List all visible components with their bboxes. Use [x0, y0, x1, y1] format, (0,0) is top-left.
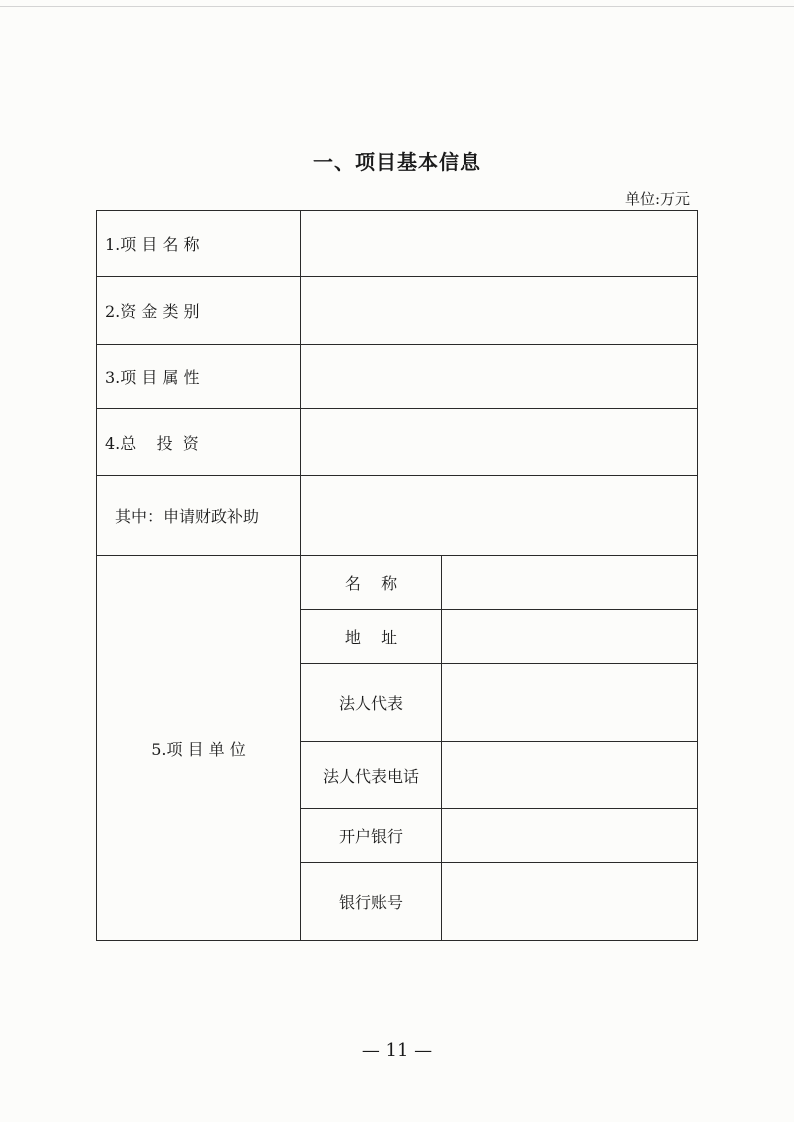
bank-account-field[interactable]	[442, 863, 698, 941]
project-unit-label: 5.项 目 单 位	[97, 556, 301, 941]
unit-address-label: 地 址	[301, 610, 442, 664]
bank-label: 开户银行	[301, 809, 442, 863]
project-attribute-field[interactable]	[301, 345, 698, 409]
row-project-attribute	[97, 345, 698, 409]
fund-category-label: 2.资 金 类 别	[97, 277, 301, 345]
legal-rep-label: 法人代表	[301, 664, 442, 742]
bank-field[interactable]	[442, 809, 698, 863]
unit-address-field[interactable]	[442, 610, 698, 664]
row-unit-name	[97, 556, 698, 610]
project-name-label: 1.项 目 名 称	[97, 211, 301, 277]
legal-rep-field[interactable]	[442, 664, 698, 742]
row-total-investment	[97, 409, 698, 476]
top-scan-edge	[0, 6, 794, 7]
bank-account-label: 银行账号	[301, 863, 442, 941]
row-fiscal-subsidy	[97, 476, 698, 556]
fund-category-field[interactable]	[301, 277, 698, 345]
total-investment-label: 4.总 投 资	[97, 409, 301, 476]
total-investment-field[interactable]	[301, 409, 698, 476]
project-attribute-label: 3.项 目 属 性	[97, 345, 301, 409]
project-name-field[interactable]	[301, 211, 698, 277]
legal-rep-phone-field[interactable]	[442, 742, 698, 809]
page-title: 一、项目基本信息	[313, 150, 481, 174]
legal-rep-phone-label: 法人代表电话	[301, 742, 442, 809]
fiscal-subsidy-label: 其中：申请财政补助	[97, 476, 301, 556]
unit-name-field[interactable]	[442, 556, 698, 610]
row-fund-category	[97, 277, 698, 345]
row-project-name	[97, 211, 698, 277]
unit-note: 单位:万元	[624, 190, 690, 208]
fiscal-subsidy-field[interactable]	[301, 476, 698, 556]
unit-name-label: 名 称	[301, 556, 442, 610]
page-number: — 11 —	[361, 1040, 433, 1061]
project-info-form	[96, 210, 698, 941]
